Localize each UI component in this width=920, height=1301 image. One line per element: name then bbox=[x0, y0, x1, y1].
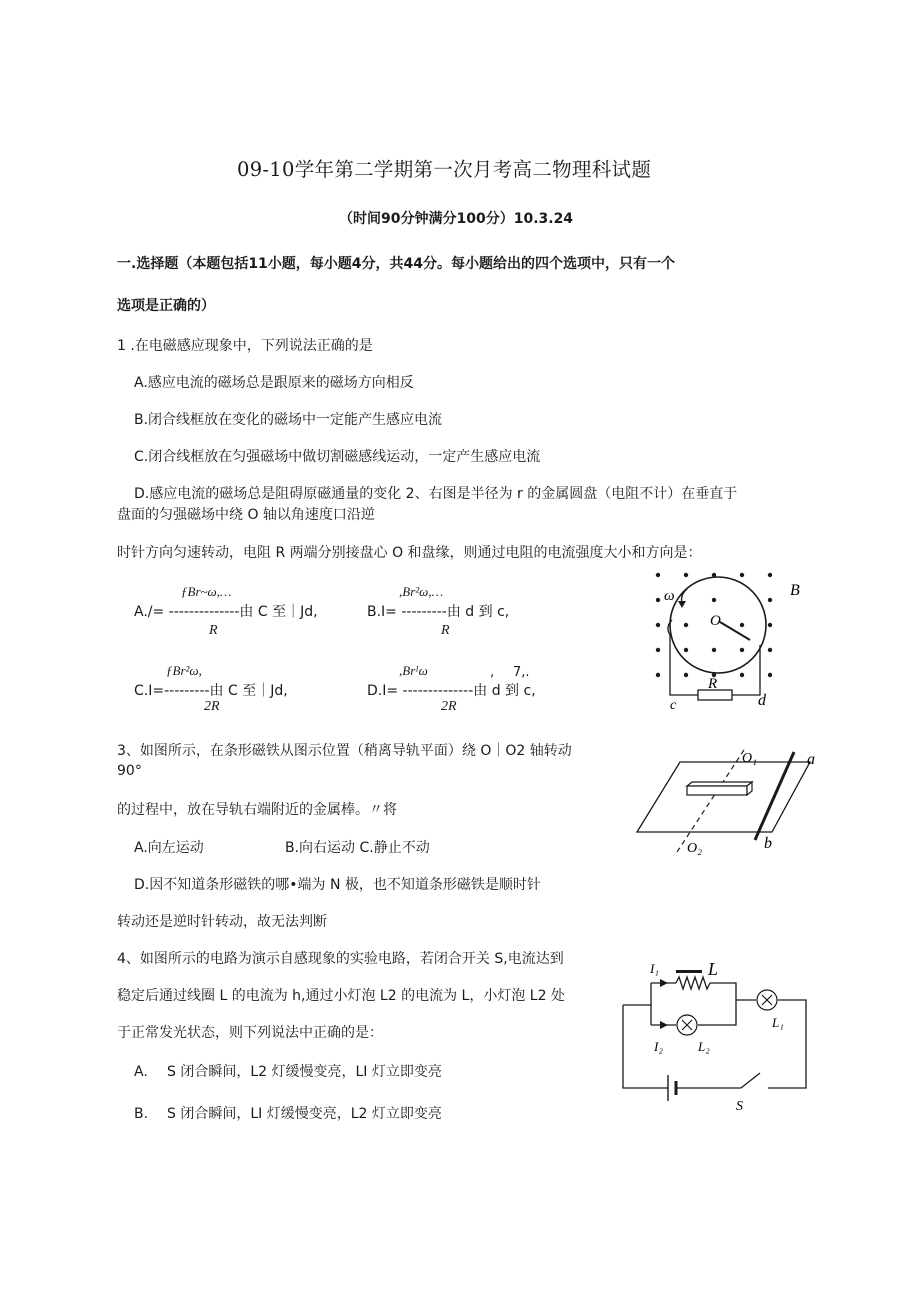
inductor-core bbox=[676, 970, 702, 973]
q1-option-a: A.感应电流的磁场总是跟原来的磁场方向相反 bbox=[134, 375, 414, 391]
q2-d-extra2: 7,. bbox=[513, 665, 530, 680]
page-subtitle: （时间90分钟满分100分）10.3.24 bbox=[339, 211, 574, 227]
i1-label: I₁ bbox=[650, 961, 659, 976]
q1-option-d-line2: 盘面的匀强磁场中绕 O 轴以角速度口沿逆 bbox=[117, 507, 375, 523]
q1-stem: 1 .在电磁感应现象中，下列说法正确的是 bbox=[117, 338, 373, 354]
lamp-l1-label: L₁ bbox=[772, 1015, 784, 1030]
magnet-rail-figure bbox=[632, 740, 832, 855]
q2-stem-cont: 时针方向匀速转动，电阻 R 两端分别接盘心 O 和盘缘，则通过电阻的电流强度大小和方向是： bbox=[117, 545, 702, 561]
resistor-r-label: R bbox=[708, 676, 718, 692]
rod-end-a-label: a bbox=[807, 751, 815, 768]
lamp-l2-label: L₂ bbox=[698, 1039, 710, 1054]
rotation-arrow bbox=[682, 589, 687, 603]
q2-d-denominator: 2R bbox=[441, 699, 457, 714]
q2-a-denominator: R bbox=[209, 623, 218, 638]
q2-option-b: B.I= ---------由 d 到 c, bbox=[367, 604, 510, 620]
q4-option-a: S 闭合瞬间，L2 灯缓慢变亮，LI 灯立即变亮 bbox=[167, 1064, 442, 1080]
q4-option-b: S 闭合瞬间，LI 灯缓慢变亮，L2 灯立即变亮 bbox=[167, 1106, 442, 1122]
q2-c-numerator: ƒBr²ω, bbox=[166, 663, 202, 678]
point-d-label: d bbox=[758, 692, 766, 709]
section-heading-line1: 一.选择题（本题包括11小题，每小题4分，共44分。每小题给出的四个选项中，只有一个 bbox=[117, 256, 676, 272]
switch-s bbox=[741, 1073, 760, 1088]
q2-d-numerator: ,Brᴵω bbox=[399, 663, 428, 678]
q2-b-numerator: ,Br²ω,… bbox=[399, 584, 444, 599]
page-title: 09-10学年第二学期第一次月考高二物理科试题 bbox=[237, 158, 652, 181]
q3-stem-line2: 90° bbox=[117, 763, 142, 779]
q3-option-a: A.向左运动 bbox=[134, 840, 204, 856]
q3-option-bc: B.向右运动 C.静止不动 bbox=[285, 840, 430, 856]
inductance-circuit-figure bbox=[618, 955, 813, 1113]
q3-stem-line3: 的过程中，放在导轨右端附近的金属棒。〃将 bbox=[117, 802, 397, 818]
q3-option-d-line1: D.因不知道条形磁铁的哪•端为 N 极，也不知道条形磁铁是顺时针 bbox=[134, 877, 541, 893]
axis-o1-label: O₁ bbox=[742, 751, 757, 766]
q4-option-a-label: A. bbox=[134, 1064, 148, 1080]
q1-option-b: B.闭合线框放在变化的磁场中一定能产生感应电流 bbox=[134, 412, 443, 428]
q2-d-extra: , bbox=[490, 665, 495, 680]
inductor-l-label: L bbox=[708, 959, 719, 979]
omega-label: ω bbox=[664, 588, 675, 604]
i2-label: I₂ bbox=[654, 1039, 663, 1054]
q2-c-denominator: 2R bbox=[204, 699, 220, 714]
q2-option-a: A./= --------------由 C 至｜Jd, bbox=[134, 604, 318, 620]
q1-option-d-line1: D.感应电流的磁场总是阻碍原磁通量的变化 2、右图是半径为 r 的金属圆盘（电阻不计）在垂直于 bbox=[134, 486, 738, 502]
disk-figure bbox=[640, 565, 820, 710]
rotation-arrowhead bbox=[678, 601, 686, 608]
rod-end-b-label: b bbox=[764, 835, 772, 852]
section-heading-line2: 选项是正确的） bbox=[117, 298, 215, 314]
q4-option-b-label: B. bbox=[134, 1106, 149, 1122]
i1-arrow bbox=[660, 979, 668, 987]
switch-s-label: S bbox=[736, 1099, 743, 1113]
q2-b-denominator: R bbox=[441, 623, 450, 638]
q1-option-c: C.闭合线框放在匀强磁场中做切割磁感线运动，一定产生感应电流 bbox=[134, 449, 541, 465]
q2-option-c: C.I=---------由 C 至｜Jd, bbox=[134, 683, 288, 699]
center-o-label: O bbox=[710, 613, 721, 629]
q3-option-d-line2: 转动还是逆时针转动，故无法判断 bbox=[117, 914, 327, 930]
point-c-label: c bbox=[670, 698, 677, 710]
q4-stem-line2: 稳定后通过线圈 L 的电流为 h,通过小灯泡 L2 的电流为 L，小灯泡 L2 处 bbox=[117, 988, 565, 1004]
q3-stem-line1: 3、如图所示，在条形磁铁从图示位置（稍离导轨平面）绕 O｜O2 轴转动 bbox=[117, 743, 572, 759]
q2-a-numerator: ƒBr~ω,… bbox=[181, 584, 232, 599]
axis-o2-label: O₂ bbox=[687, 841, 702, 855]
q2-option-d: D.I= --------------由 d 到 c, bbox=[367, 683, 536, 699]
field-b-label: B bbox=[790, 582, 800, 599]
inductor-coil bbox=[676, 977, 710, 989]
q4-stem-line1: 4、如图所示的电路为演示自感现象的实验电路，若闭合开关 S,电流达到 bbox=[117, 951, 564, 967]
disk-radius bbox=[720, 622, 750, 640]
bar-magnet bbox=[687, 782, 752, 795]
q4-stem-line3: 于正常发光状态，则下列说法中正确的是： bbox=[117, 1025, 383, 1041]
rotation-axis bbox=[677, 750, 744, 852]
i2-arrow bbox=[660, 1021, 668, 1029]
